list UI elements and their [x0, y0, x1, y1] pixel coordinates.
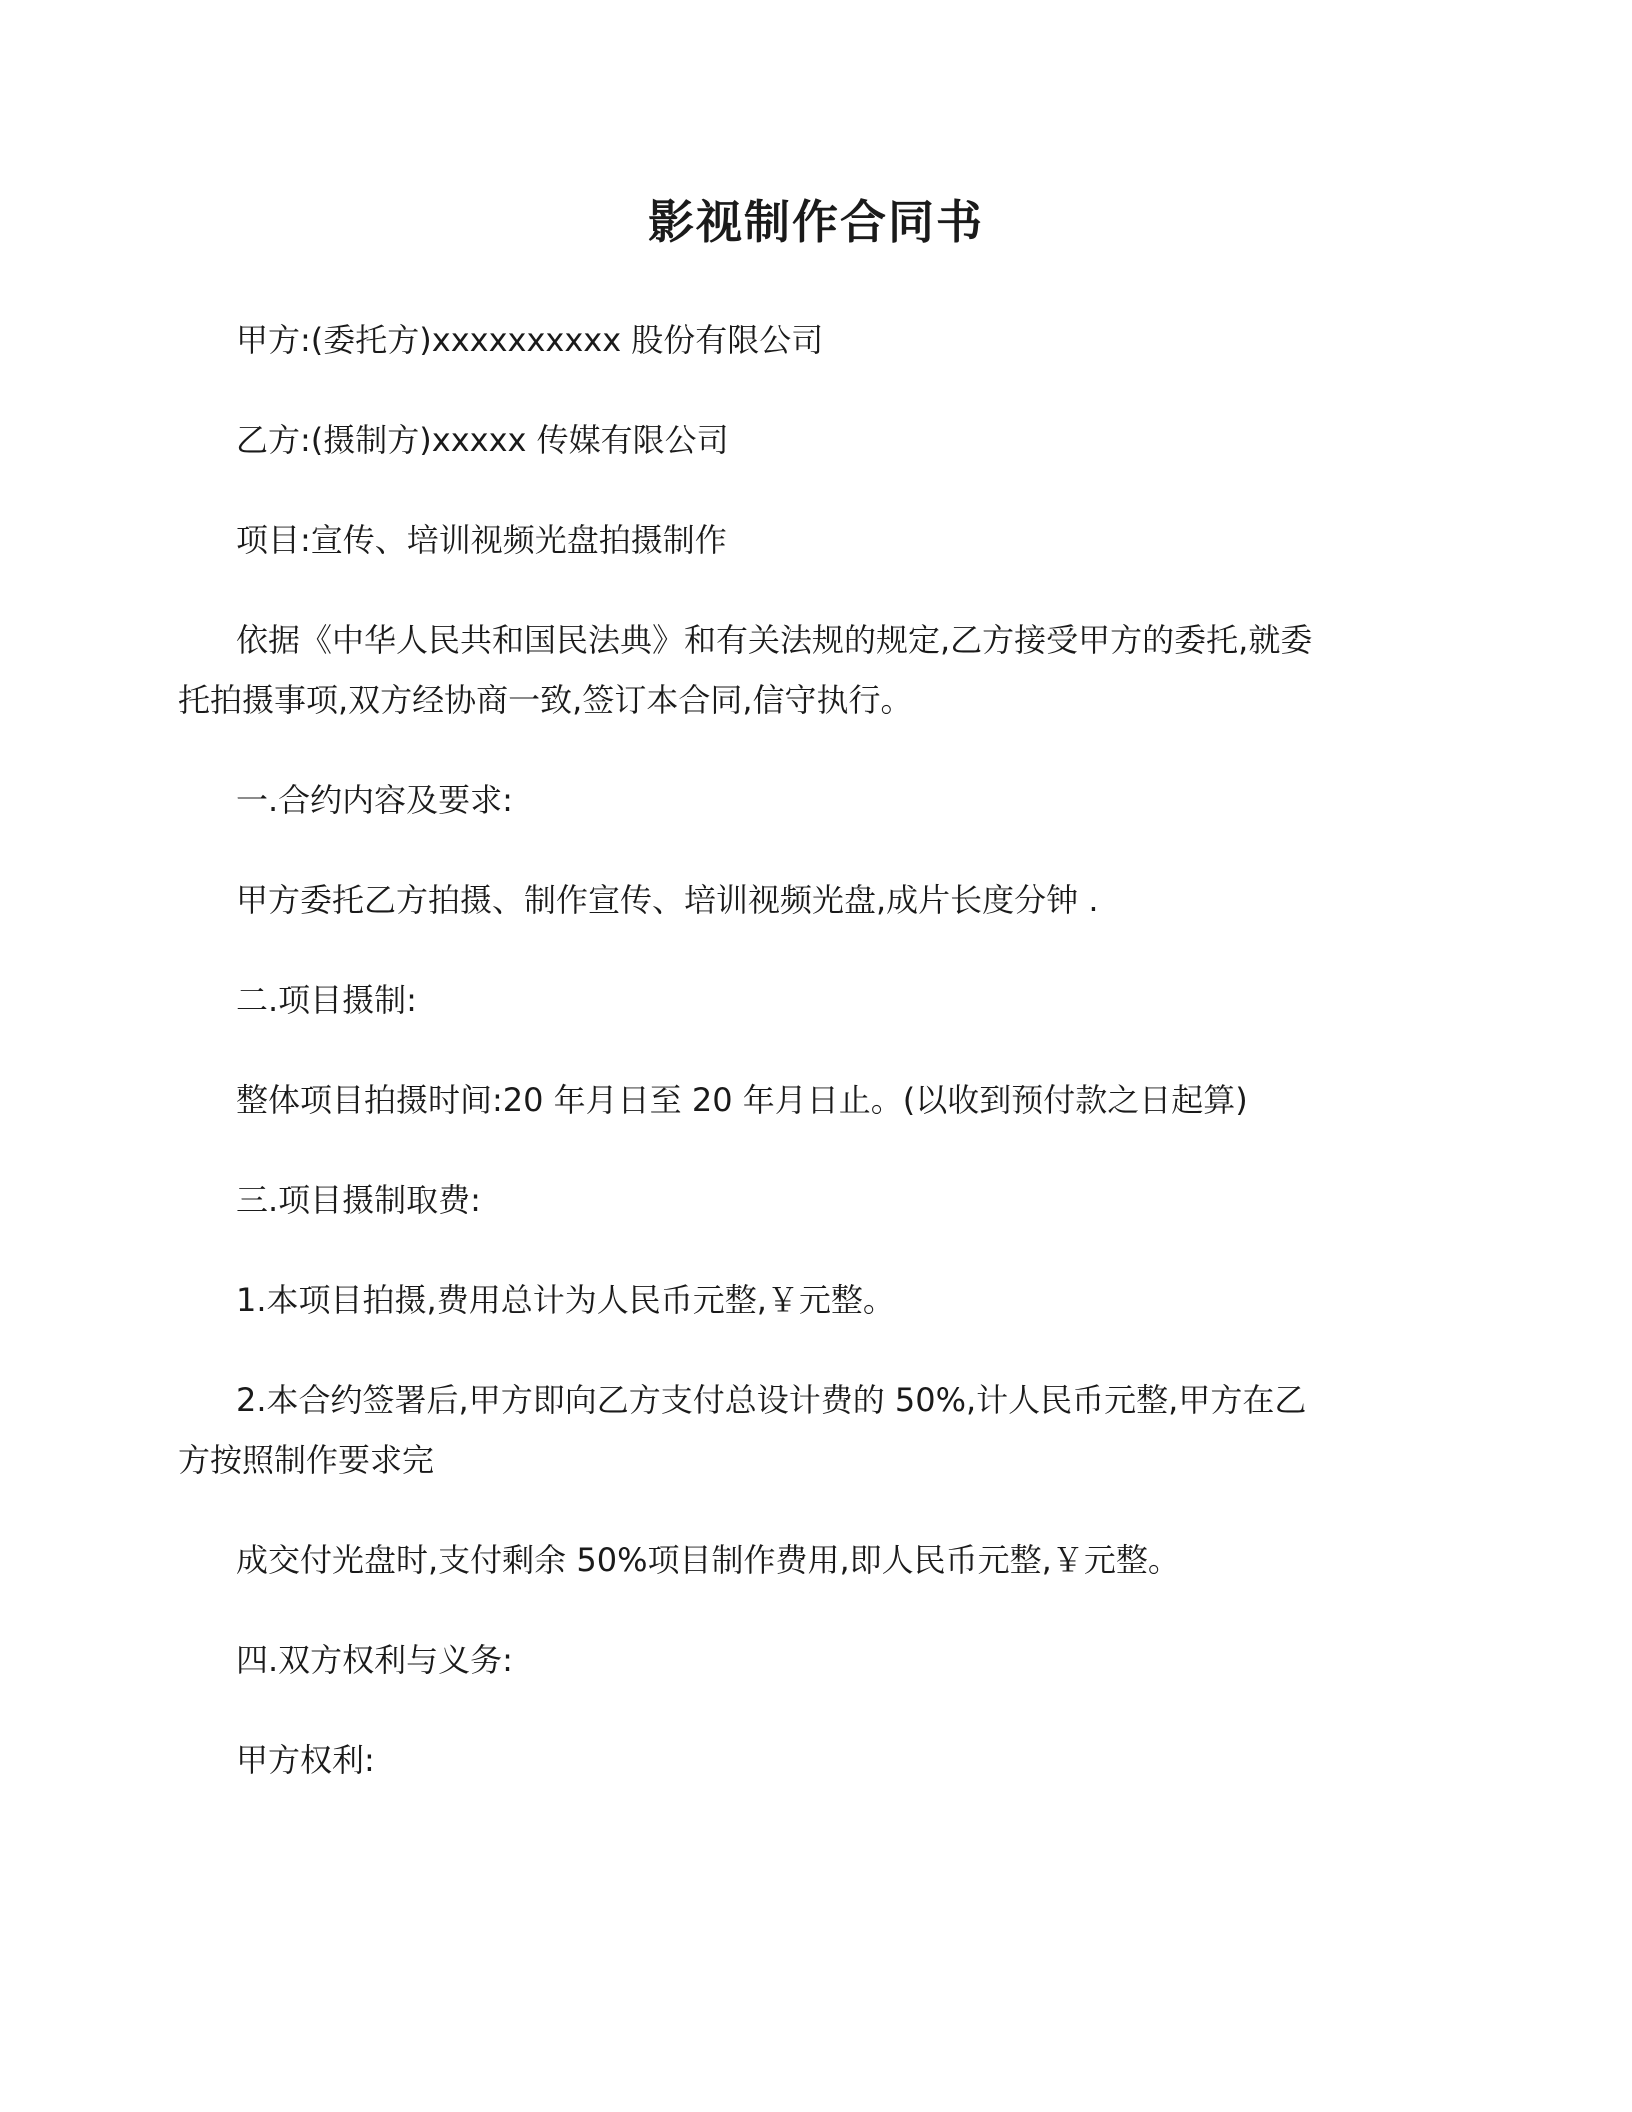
document-title: 影视制作合同书 — [648, 195, 984, 249]
party-b-line: 乙方:(摄制方)xxxxx 传媒有限公司 — [236, 421, 729, 459]
preamble-paragraph — [178, 610, 1366, 730]
section-3-item-2 — [178, 1370, 1366, 1490]
preamble-line-1: 依据《中华人民共和国民法典》和有关法规的规定,乙方接受甲方的委托,就委 — [236, 621, 1313, 659]
section-2-heading: 二.项目摄制: — [236, 981, 417, 1019]
section-3-item-2-line-2: 方按照制作要求完 — [178, 1441, 435, 1479]
project-line: 项目:宣传、培训视频光盘拍摄制作 — [236, 521, 727, 559]
section-3-heading: 三.项目摄制取费: — [236, 1181, 481, 1219]
preamble-line-2: 托拍摄事项,双方经协商一致,签订本合同,信守执行。 — [178, 681, 913, 719]
section-3-item-1: 1.本项目拍摄,费用总计为人民币元整,￥元整。 — [236, 1281, 895, 1319]
section-1-body: 甲方委托乙方拍摄、制作宣传、培训视频光盘,成片长度分钟 . — [236, 881, 1099, 919]
section-3-item-2-line-1: 2.本合约签署后,甲方即向乙方支付总设计费的 50%,计人民币元整,甲方在乙 — [236, 1381, 1307, 1419]
section-2-body: 整体项目拍摄时间:20 年月日至 20 年月日止。(以收到预付款之日起算) — [236, 1081, 1248, 1119]
party-a-line: 甲方:(委托方)xxxxxxxxxx 股份有限公司 — [236, 321, 824, 359]
section-1-heading: 一.合约内容及要求: — [236, 781, 513, 819]
section-4-heading: 四.双方权利与义务: — [236, 1641, 513, 1679]
section-3-item-2-continuation: 成交付光盘时,支付剩余 50%项目制作费用,即人民币元整,￥元整。 — [236, 1541, 1180, 1579]
party-a-rights-heading: 甲方权利: — [236, 1741, 375, 1779]
